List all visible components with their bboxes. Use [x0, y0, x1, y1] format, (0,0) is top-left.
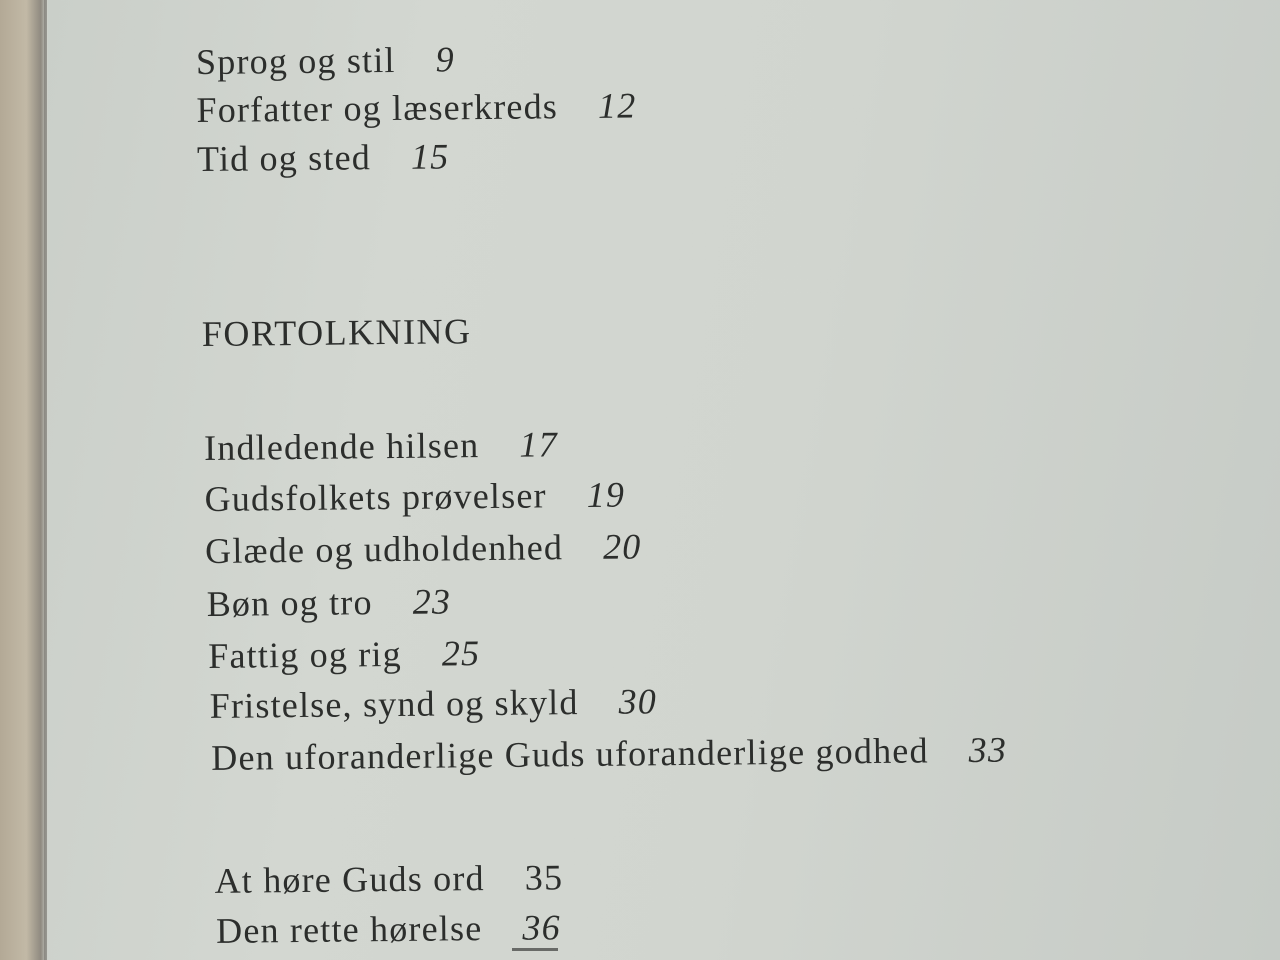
toc-entry-title: Fattig og rig: [208, 633, 403, 676]
toc-entry-page: 12: [597, 85, 637, 126]
toc-entry-page: 33: [968, 729, 1008, 770]
toc-entry-page: 30: [618, 681, 658, 722]
toc-entry-title: Bøn og tro: [206, 582, 373, 624]
toc-entry-title: Fristelse, synd og skyld: [209, 682, 579, 726]
toc-entry: [208, 635, 480, 674]
toc-entry-title: Gudsfolkets prøvelser: [204, 475, 547, 519]
toc-entry: [205, 528, 642, 569]
cut-off-text-fragment: [512, 948, 558, 951]
toc-entry-title: Forfatter og læserkreds: [196, 86, 559, 131]
section-heading: FORTOLKNING: [201, 311, 472, 354]
toc-entry-title: At høre Guds ord: [214, 858, 485, 901]
toc-entry-title: Indledende hilsen: [203, 425, 480, 468]
toc-entry-page: 35: [524, 857, 564, 898]
toc-entry: [196, 136, 450, 180]
toc-entry: [196, 85, 637, 131]
toc-entry-page: 23: [412, 581, 452, 622]
toc-entry: [195, 39, 456, 83]
toc-entry-title: Tid og sted: [196, 137, 372, 180]
toc-entry-title: Den uforanderlige Guds uforanderlige godhed: [211, 730, 929, 778]
toc-entry: [204, 426, 558, 466]
toc-entry-page: 9: [435, 39, 456, 80]
toc-entry: [210, 683, 658, 724]
toc-entry-page: 20: [602, 526, 642, 567]
toc-entry-page: 19: [586, 474, 626, 515]
toc-entry-page: 15: [410, 136, 450, 177]
toc-entry-title: Glæde og udholdenhed: [204, 527, 564, 571]
toc-entry-page: 36: [522, 907, 562, 948]
toc-entry-page: 25: [441, 633, 481, 674]
toc-entry-title: Sprog og stil: [195, 39, 396, 83]
toc-entry: [216, 909, 561, 949]
toc-entry: [207, 583, 452, 622]
toc-entry: [204, 474, 626, 519]
toc-entry: [214, 859, 563, 899]
toc-entry: [211, 729, 1008, 778]
toc-entry-title: Den rette hørelse: [215, 908, 483, 951]
toc-entry-page: 17: [519, 424, 558, 465]
